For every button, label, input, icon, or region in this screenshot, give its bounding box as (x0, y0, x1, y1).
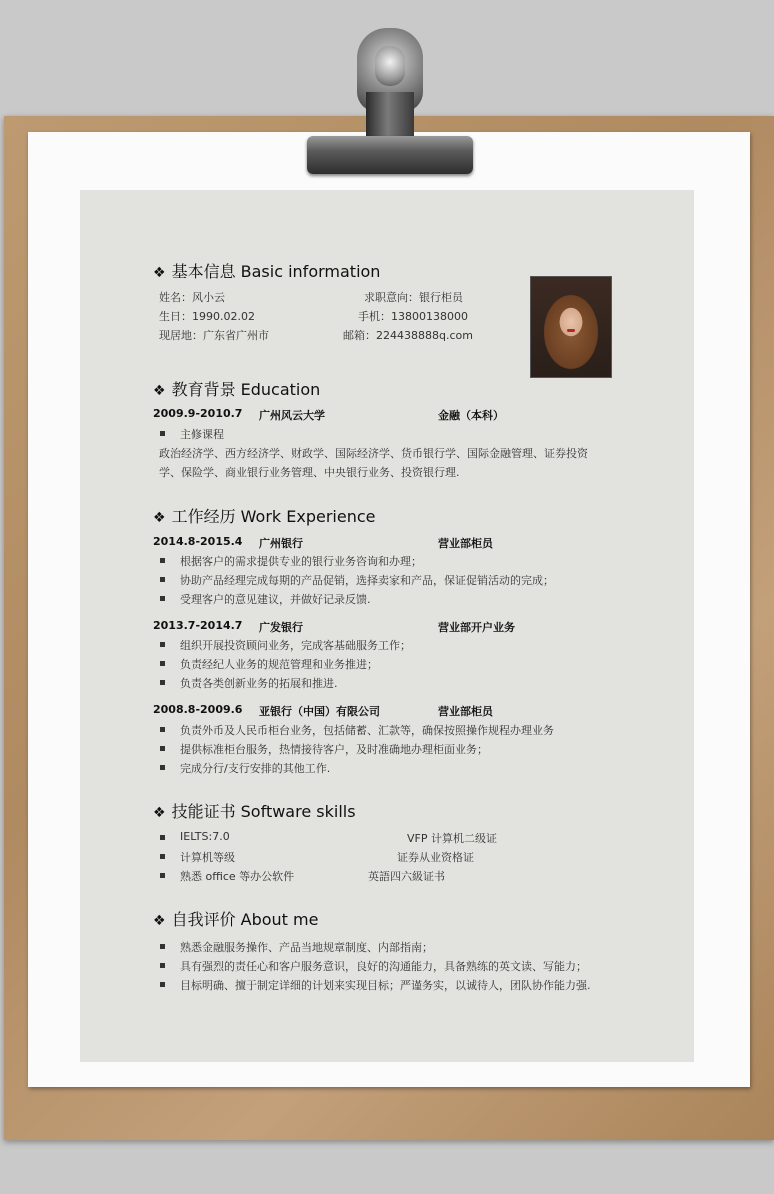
job-position: 营业部开户业务 (438, 621, 515, 634)
edu-school: 广州风云大学 (259, 409, 325, 422)
residence-field: 现居地：广东省广州市 (159, 329, 269, 342)
job-duty: 组织开展投资顾问业务，完成客基础服务工作； (180, 639, 411, 652)
photo-detail (567, 329, 575, 332)
job-position: 营业部柜员 (438, 537, 493, 550)
job-period: 2013.7-2014.7 (153, 619, 243, 632)
about-item: 具有强烈的责任心和客户服务意识，良好的沟通能力，具备熟练的英文读、写能力； (180, 960, 587, 973)
edu-period: 2009.9-2010.7 (153, 407, 243, 420)
job-duty: 受理客户的意见建议，并做好记录反馈. (180, 593, 371, 606)
job-company: 亚银行（中国）有限公司 (259, 705, 380, 718)
bullet-icon (160, 746, 165, 751)
diamond-bullet-icon: ❖ (153, 805, 166, 821)
bullet-icon (160, 982, 165, 987)
bullet-icon (160, 963, 165, 968)
job-duty: 根据客户的需求提供专业的银行业务咨询和办理； (180, 555, 422, 568)
skill-item: IELTS:7.0 (180, 830, 230, 843)
section-education: ❖ 教育背景 Education (153, 380, 321, 399)
bullet-icon (160, 558, 165, 563)
job-duty: 协助产品经理完成每期的产品促销，选择卖家和产品，保证促销活动的完成； (180, 574, 554, 587)
edu-major: 金融（本科） (438, 409, 504, 422)
section-basic-info: ❖ 基本信息 Basic information (153, 262, 381, 281)
section-skills: ❖ 技能证书 Software skills (153, 802, 356, 821)
course-label: 主修课程 (180, 428, 224, 441)
job-duty: 提供标准柜台服务，热情接待客户，及时准确地办理柜面业务； (180, 743, 488, 756)
job-duty: 负责各类创新业务的拓展和推进. (180, 677, 338, 690)
job-duty: 负责外币及人民币柜台业务，包括储蓄、汇款等，确保按照操作规程办理业务 (180, 724, 554, 737)
job-position: 营业部柜员 (438, 705, 493, 718)
bullet-icon (160, 642, 165, 647)
section-about: ❖ 自我评价 About me (153, 910, 319, 929)
intent-field: 求职意向：银行柜员 (364, 291, 463, 304)
binder-clip-base (307, 136, 473, 174)
bullet-icon (160, 431, 165, 436)
bullet-icon (160, 727, 165, 732)
skill-item: 熟悉 office 等办公软件 (180, 870, 295, 883)
courses-line-1: 政治经济学、西方经济学、财政学、国际经济学、货币银行学、国际金融管理、证券投资 (159, 447, 588, 460)
bullet-icon (160, 680, 165, 685)
bullet-icon (160, 596, 165, 601)
about-item: 熟悉金融服务操作、产品当地规章制度、内部指南； (180, 941, 433, 954)
job-period: 2008.8-2009.6 (153, 703, 243, 716)
diamond-bullet-icon: ❖ (153, 913, 166, 929)
binder-clip-neck (366, 92, 414, 138)
skill-item: VFP 计算机二级证 (407, 832, 497, 845)
job-company: 广发银行 (259, 621, 303, 634)
bullet-icon (160, 854, 165, 859)
bullet-icon (160, 577, 165, 582)
bullet-icon (160, 765, 165, 770)
binder-clip-hole (375, 46, 405, 86)
diamond-bullet-icon: ❖ (153, 383, 166, 399)
diamond-bullet-icon: ❖ (153, 510, 166, 526)
job-company: 广州银行 (259, 537, 303, 550)
skill-item: 英語四六級证书 (368, 870, 445, 883)
job-period: 2014.8-2015.4 (153, 535, 243, 548)
skill-item: 证券从业资格证 (397, 851, 474, 864)
diamond-bullet-icon: ❖ (153, 265, 166, 281)
birth-field: 生日：1990.02.02 (159, 310, 255, 323)
courses-line-2: 学、保险学、商业银行业务管理、中央银行业务、投资银行理. (159, 466, 460, 479)
name-field: 姓名：风小云 (159, 291, 225, 304)
bullet-icon (160, 873, 165, 878)
job-duty: 负责经纪人业务的规范管理和业务推进； (180, 658, 378, 671)
phone-field: 手机：13800138000 (358, 310, 468, 323)
email-field: 邮箱：224438888q.com (343, 329, 473, 342)
bullet-icon (160, 835, 165, 840)
bullet-icon (160, 944, 165, 949)
job-duty: 完成分行/支行安排的其他工作. (180, 762, 331, 775)
about-item: 目标明确、擅于制定详细的计划来实现目标；严谨务实，以诚待人，团队协作能力强. (180, 979, 591, 992)
section-work: ❖ 工作经历 Work Experience (153, 507, 376, 526)
profile-photo (530, 276, 612, 378)
skill-item: 计算机等级 (180, 851, 235, 864)
bullet-icon (160, 661, 165, 666)
